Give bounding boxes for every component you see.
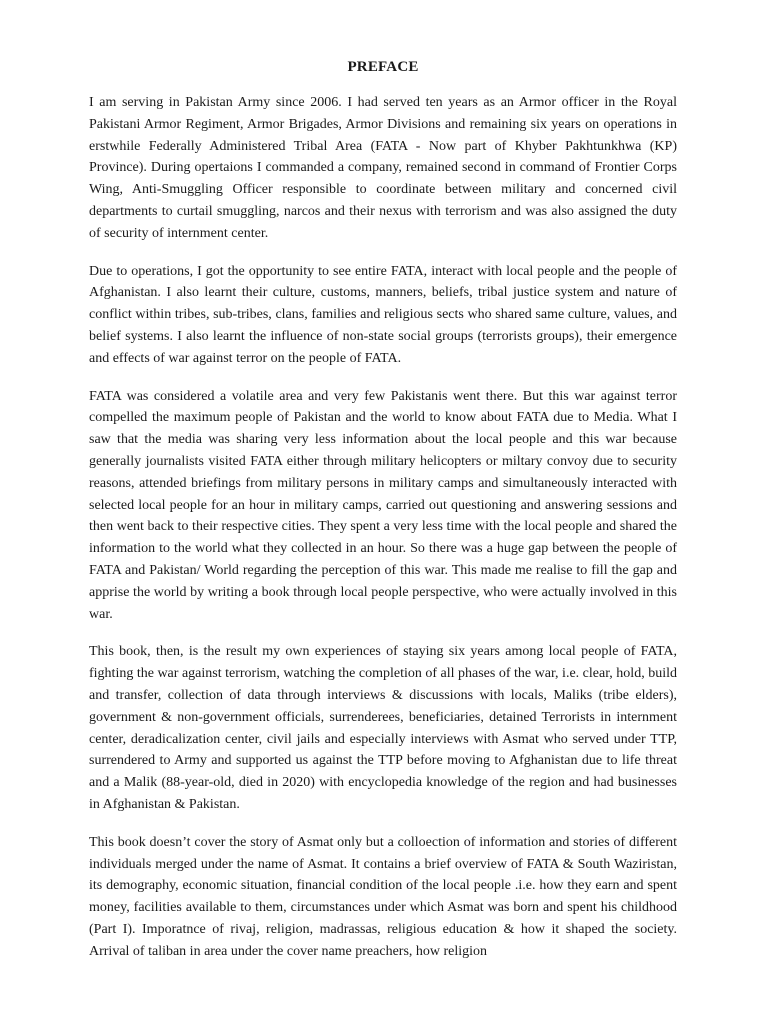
page-title: PREFACE <box>347 59 419 75</box>
paragraph-1: I am serving in Pakistan Army since 2006. I had served ten years as an Armor officer in the Royal Pakistani Armor Regiment, Armor Brigades, Armor Divisions and remaining six years on operations in erstwhile Federally Administered Tribal Area (FATA - Now part of Khyber Pakhtunkhwa (KP) Province). During opertaions I commanded a company, remained second in command of Frontier Corps Wing, Anti-Smuggling Officer responsible to coordinate between military and concerned civil departments to curtail smuggling, narcos and their nexus with terrorism and was also assigned the duty of security of internment center. <box>89 95 677 241</box>
document-page <box>89 56 677 978</box>
paragraph-5: This book doesn’t cover the story of Asmat only but a colloection of information and stories of different individuals merged under the name of Asmat. It contains a brief overview of FATA & South Waziristan, its demography, economic situation, financial condition of the local people .i.e. how they earn and spent money, facilities available to them, circumstances under which Asmat was born and spent his childhood (Part I). Imporatnce of rivaj, religion, madrassas, religious education & how it shaped the society. Arrival of taliban in area under the cover name preachers, how religion <box>89 834 677 959</box>
paragraph-4: This book, then, is the result my own experiences of staying six years among local people of FATA, fighting the war against terrorism, watching the completion of all phases of the war, i.e. clear, hold, build and transfer, collection of data through interviews & discussions with locals, Maliks (tribe elders), government & non-government officials, surrenderees, beneficiaries, detained Terrorists in internment center, deradicalization center, civil jails and especially interviews with Asmat who served under TTP, surrendered to Army and supported us against the TTP before moving to Afghanistan due to life threat and a Malik (88-year-old, died in 2020) with encyclopedia knowledge of the region and had businesses in Afghanistan & Pakistan. <box>89 644 677 812</box>
paragraph-3: FATA was considered a volatile area and very few Pakistanis went there. But this war against terror compelled the maximum people of Pakistan and the world to know about FATA due to Media. What I saw that the media was sharing very less information about the local people and this war because generally journalists visited FATA either through military helicopters or miltary convoy due to security reasons, attended briefings from military persons in military camps and simultaneously interacted with selected local people for an hour in military camps, carried out questioning and answering sessions and then went back to their respective cities. They spent a very less time with the local people and shared the information to the world what they collected in an hour. So there was a huge gap between the people of FATA and Pakistan/ World regarding the perception of this war. This made me realise to fill the gap and apprise the world by writing a book through local people perspective, who were actually involved in this war. <box>89 388 677 622</box>
paragraph-2: Due to operations, I got the opportunity to see entire FATA, interact with local people and the people of Afghanistan. I also learnt their culture, customs, manners, beliefs, tribal justice system and nature of conflict within tribes, sub-tribes, clans, families and religious sects who shared same culture, values, and belief systems. I also learnt the influence of non-state social groups (terrorists groups), their emergence and effects of war against terror on the people of FATA. <box>89 263 677 366</box>
